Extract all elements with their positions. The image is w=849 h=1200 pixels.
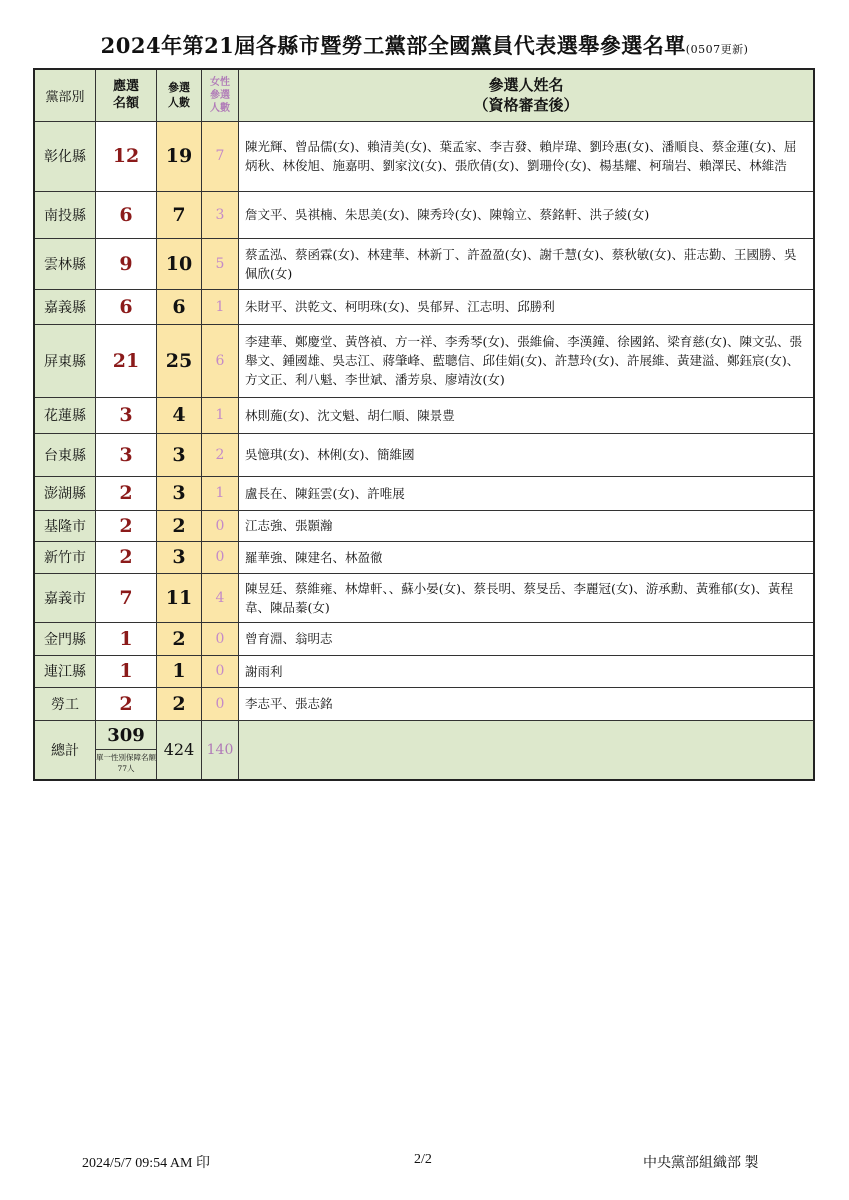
title-text: 2024年第21屆各縣市暨勞工黨部全國黨員代表選舉參選名單 [100, 33, 686, 58]
header-cand-line1: 參選 [168, 81, 190, 95]
row-candidates: 4 [157, 397, 202, 433]
row-quota: 2 [96, 687, 157, 720]
table-row [34, 510, 814, 541]
row-unit: 勞工 [34, 687, 96, 720]
header-names-line2: （資格審查後） [473, 96, 579, 115]
row-names: 吳憶琪(女)、林俐(女)、簡維國 [239, 433, 815, 476]
row-female: 0 [202, 655, 239, 687]
table-row [34, 541, 814, 573]
total-label: 總計 [34, 720, 96, 780]
total-female: 140 [202, 720, 239, 780]
row-female: 0 [202, 510, 239, 541]
total-names-empty [239, 720, 815, 780]
row-candidates: 19 [157, 121, 202, 191]
row-female: 1 [202, 476, 239, 510]
print-timestamp: 2024/5/7 09:54 AM 印 [82, 1156, 210, 1171]
row-unit: 雲林縣 [34, 238, 96, 289]
table-header-row [34, 69, 814, 121]
total-candidates: 424 [157, 720, 202, 780]
row-candidates: 2 [157, 622, 202, 655]
row-candidates: 3 [157, 541, 202, 573]
row-unit: 南投縣 [34, 191, 96, 238]
row-candidates: 1 [157, 655, 202, 687]
row-quota: 3 [96, 433, 157, 476]
row-unit: 台東縣 [34, 433, 96, 476]
table-row [34, 397, 814, 433]
row-quota: 12 [96, 121, 157, 191]
header-female [202, 69, 239, 121]
row-candidates: 6 [157, 289, 202, 324]
row-female: 1 [202, 397, 239, 433]
row-names: 曾育淵、翁明志 [239, 622, 815, 655]
row-female: 0 [202, 541, 239, 573]
header-names-line1: 參選人姓名 [488, 76, 564, 95]
row-unit: 澎湖縣 [34, 476, 96, 510]
header-candidates [157, 69, 202, 121]
row-unit: 花蓮縣 [34, 397, 96, 433]
row-names: 蔡孟泓、蔡函霖(女)、林建華、林新丁、許盈盈(女)、謝千慧(女)、蔡秋敏(女)、莊志勤、王國勝、吳佩欣(女) [239, 238, 815, 289]
row-names: 詹文平、吳祺楠、朱思美(女)、陳秀玲(女)、陳翰立、蔡銘軒、洪子綾(女) [239, 191, 815, 238]
row-female: 0 [202, 687, 239, 720]
row-candidates: 7 [157, 191, 202, 238]
total-quota-cell [96, 720, 157, 780]
row-candidates: 2 [157, 510, 202, 541]
row-female: 3 [202, 191, 239, 238]
header-quota-line2: 名額 [112, 96, 139, 112]
table-row [34, 238, 814, 289]
total-quota-note: 單一性別保障名額77人 [96, 749, 156, 774]
row-names: 江志強、張顥瀚 [239, 510, 815, 541]
header-fem-line3: 人數 [210, 102, 230, 114]
row-candidates: 10 [157, 238, 202, 289]
row-names: 盧長在、陳鈺雲(女)、許唯展 [239, 476, 815, 510]
table-row [34, 191, 814, 238]
total-row [34, 720, 814, 780]
row-candidates: 3 [157, 433, 202, 476]
header-quota [96, 69, 157, 121]
update-note: (0507更新) [685, 43, 749, 56]
row-names: 謝雨利 [239, 655, 815, 687]
candidate-table [33, 68, 815, 781]
header-unit: 黨部別 [34, 69, 96, 121]
table-row [34, 324, 814, 397]
header-fem-line2: 參選 [210, 89, 230, 101]
row-candidates: 11 [157, 573, 202, 622]
header-names [239, 69, 815, 121]
row-quota: 6 [96, 191, 157, 238]
row-female: 6 [202, 324, 239, 397]
page-number: 2/2 [414, 1152, 432, 1167]
row-female: 4 [202, 573, 239, 622]
table-row [34, 573, 814, 622]
row-female: 1 [202, 289, 239, 324]
total-quota: 309 [107, 725, 145, 747]
row-quota: 1 [96, 622, 157, 655]
row-candidates: 3 [157, 476, 202, 510]
row-unit: 嘉義縣 [34, 289, 96, 324]
header-fem-line1: 女性 [210, 76, 230, 88]
table-row [34, 121, 814, 191]
row-names: 陳光輝、曾品儒(女)、賴清美(女)、葉孟家、李吉發、賴岸瑋、劉玲惠(女)、潘順良、蔡金蓮(女)、屈炳秋、林俊旭、施嘉明、劉家汶(女)、張欣倩(女)、劉珊伶(女)、楊基耀、柯瑞岩、賴澤民、林維浩 [239, 121, 815, 191]
row-unit: 基隆市 [34, 510, 96, 541]
row-candidates: 2 [157, 687, 202, 720]
page-title [0, 30, 849, 60]
table-row [34, 622, 814, 655]
header-cand-line2: 人數 [168, 96, 190, 110]
row-quota: 3 [96, 397, 157, 433]
table-row [34, 687, 814, 720]
row-quota: 2 [96, 510, 157, 541]
row-candidates: 25 [157, 324, 202, 397]
row-unit: 連江縣 [34, 655, 96, 687]
row-quota: 2 [96, 541, 157, 573]
row-female: 7 [202, 121, 239, 191]
row-names: 林則葹(女)、沈文魁、胡仁順、陳景豊 [239, 397, 815, 433]
row-female: 0 [202, 622, 239, 655]
header-quota-line1: 應選 [112, 79, 139, 95]
row-unit: 金門縣 [34, 622, 96, 655]
row-quota: 1 [96, 655, 157, 687]
row-names: 陳昱廷、蔡維雍、林煒軒、、蘇小晏(女)、蔡長明、蔡旻岳、李麗冠(女)、游承勳、黃雅郁(女)、黃程韋、陳品蓁(女) [239, 573, 815, 622]
row-names: 李志平、張志銘 [239, 687, 815, 720]
row-unit: 嘉義市 [34, 573, 96, 622]
row-names: 李建華、鄭慶堂、黃啓禎、方一祥、李秀琴(女)、張維倫、李漢鐘、徐國銘、梁育慈(女)、陳文弘、張舉文、鍾國雄、吳志江、蔣肇峰、藍聰信、邱佳娟(女)、許慧玲(女)、許展維、黃建溢、鄭鈺宸(女)、方文正、利八魁、李世斌、潘芳泉、廖靖汝(女) [239, 324, 815, 397]
row-quota: 6 [96, 289, 157, 324]
row-quota: 21 [96, 324, 157, 397]
row-female: 5 [202, 238, 239, 289]
row-female: 2 [202, 433, 239, 476]
row-unit: 新竹市 [34, 541, 96, 573]
row-unit: 屏東縣 [34, 324, 96, 397]
table-row [34, 289, 814, 324]
row-names: 羅華強、陳建名、林盈徹 [239, 541, 815, 573]
row-unit: 彰化縣 [34, 121, 96, 191]
row-quota: 7 [96, 573, 157, 622]
row-quota: 9 [96, 238, 157, 289]
row-quota: 2 [96, 476, 157, 510]
table-row [34, 655, 814, 687]
table-row [34, 433, 814, 476]
table-row [34, 476, 814, 510]
row-names: 朱財平、洪乾文、柯明珠(女)、吳郁昇、江志明、邱勝利 [239, 289, 815, 324]
maker-credit: 中央黨部組織部 製 [643, 1156, 759, 1171]
